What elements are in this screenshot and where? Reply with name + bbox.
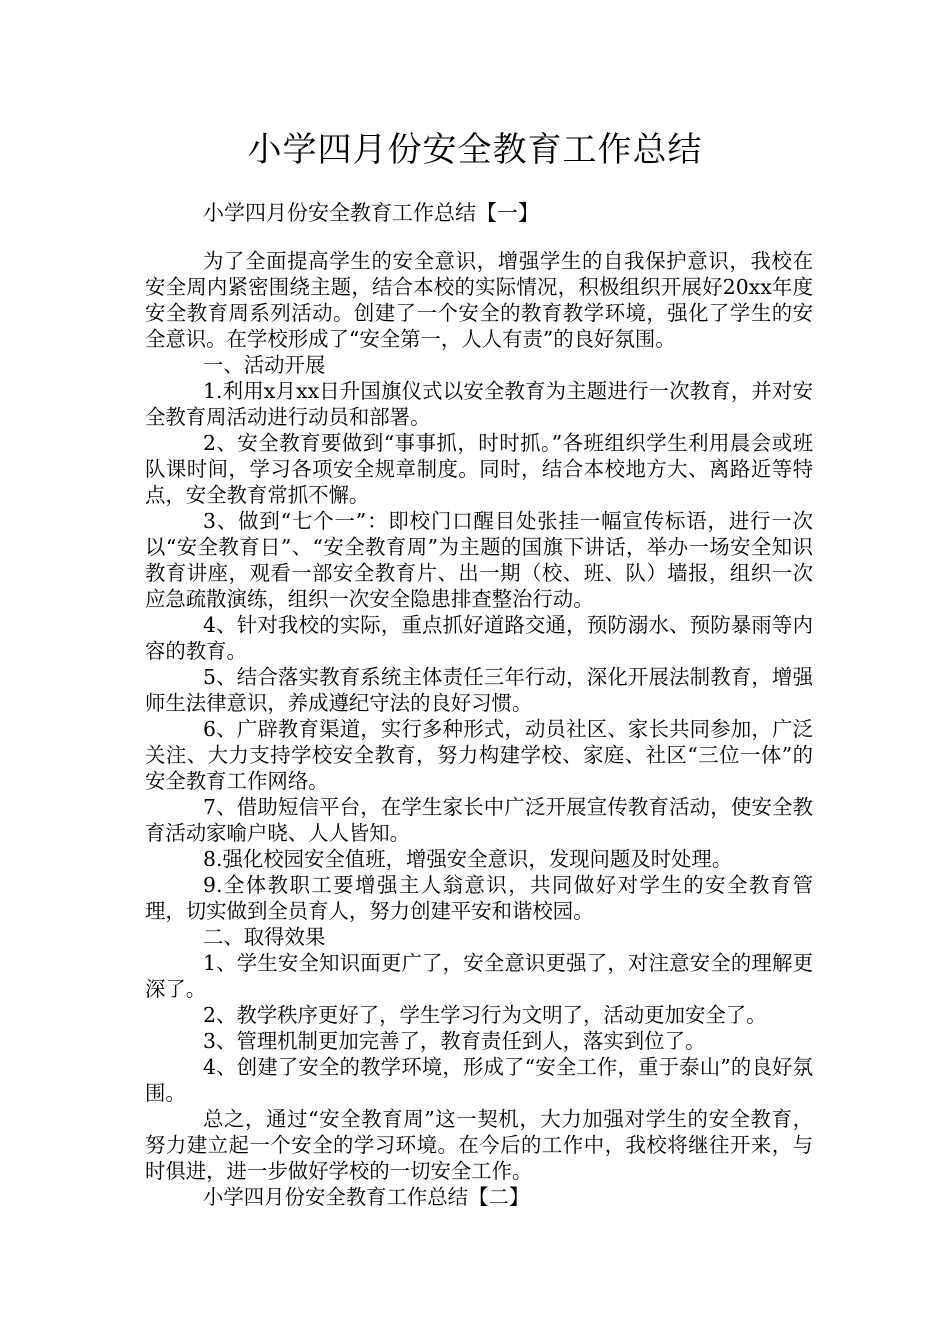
section-heading-results: 二、取得效果 xyxy=(203,925,326,949)
section-subtitle-two: 小学四月份安全教育工作总结【二】 xyxy=(203,1185,530,1209)
activity-item-1: 1.利用x月xx日升国旗仪式以安全教育为主题进行一次教育，并对安全教育周活动进行动员和部署。 xyxy=(145,379,813,429)
document-body xyxy=(145,248,813,1210)
activity-item-6: 6、广辟教育渠道，实行多种形式，动员社区、家长共同参加，广泛关注、大力支持学校安全教育，努力构建学校、家庭、社区“三位一体”的安全教育工作网络。 xyxy=(145,717,813,793)
result-item-3: 3、管理机制更加完善了，教育责任到人，落实到位了。 xyxy=(203,1029,706,1053)
section-heading-activities: 一、活动开展 xyxy=(203,353,326,377)
result-item-4: 4、创建了安全的教学环境，形成了“安全工作，重于泰山”的良好氛围。 xyxy=(145,1055,813,1105)
section-subtitle-one: 小学四月份安全教育工作总结【一】 xyxy=(203,201,539,225)
activity-item-2: 2、安全教育要做到“事事抓，时时抓。”各班组织学生利用晨会或班队课时间，学习各项安全规章制度。同时，结合本校地方大、离路近等特点，安全教育常抓不懈。 xyxy=(145,431,813,507)
conclusion-paragraph: 总之，通过“安全教育周”这一契机，大力加强对学生的安全教育，努力建立起一个安全的学习环境。在今后的工作中，我校将继往开来，与时俱进，进一步做好学校的一切安全工作。 xyxy=(145,1107,813,1183)
activity-item-3: 3、做到“七个一”：即校门口醒目处张挂一幅宣传标语，进行一次以“安全教育日”、“安全教育周”为主题的国旗下讲话，举办一场安全知识教育讲座，观看一部安全教育片、出一期（校、班、队）墙报，组织一次应急疏散演练，组织一次安全隐患排查整治行动。 xyxy=(145,509,813,611)
activity-item-7: 7、借助短信平台，在学生家长中广泛开展宣传教育活动，使安全教育活动家喻户晓、人人皆知。 xyxy=(145,795,813,845)
intro-paragraph: 为了全面提高学生的安全意识，增强学生的自我保护意识，我校在安全周内紧密围绕主题，结合本校的实际情况，积极组织开展好20xx年度安全教育周系列活动。创建了一个安全的教育教学环境，强化了学生的安全意识。在学校形成了“安全第一，人人有责”的良好氛围。 xyxy=(145,249,813,351)
activity-item-9: 9.全体教职工要增强主人翁意识，共同做好对学生的安全教育管理，切实做到全员育人，努力创建平安和谐校园。 xyxy=(145,873,813,923)
result-item-2: 2、教学秩序更好了，学生学习行为文明了，活动更加安全了。 xyxy=(203,1003,767,1027)
activity-item-8: 8.强化校园安全值班，增强安全意识，发现问题及时处理。 xyxy=(203,847,733,871)
activity-item-5: 5、结合落实教育系统主体责任三年行动，深化开展法制教育，增强师生法律意识，养成遵纪守法的良好习惯。 xyxy=(145,665,813,715)
activity-item-4: 4、针对我校的实际，重点抓好道路交通，预防溺水、预防暴雨等内容的教育。 xyxy=(145,613,813,663)
result-item-1: 1、学生安全知识面更广了，安全意识更强了，对注意安全的理解更深了。 xyxy=(145,951,813,1001)
document-title: 小学四月份安全教育工作总结 xyxy=(247,130,703,170)
